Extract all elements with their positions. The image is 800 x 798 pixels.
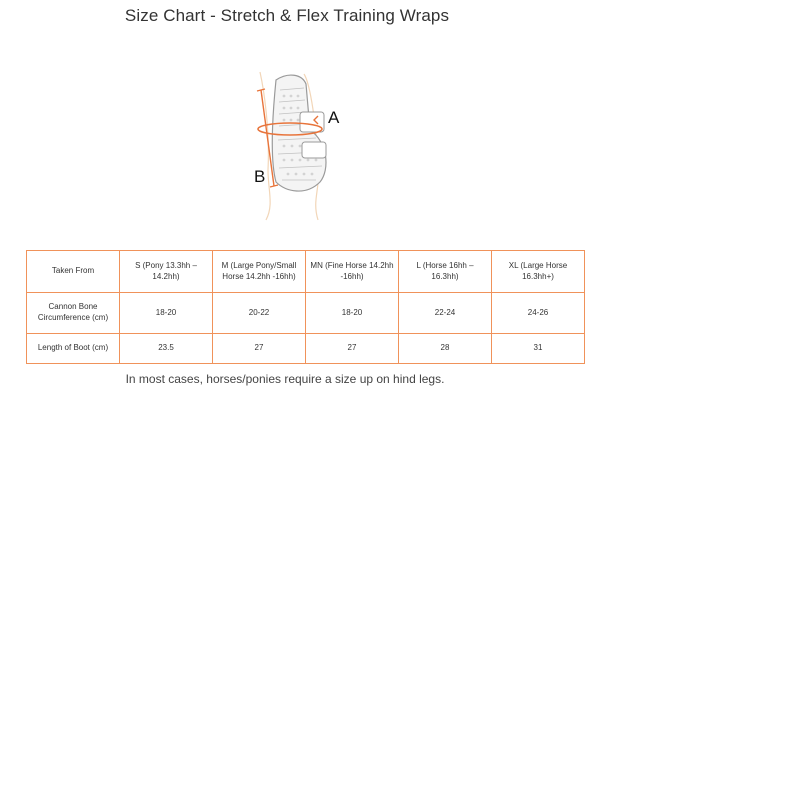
row-label-length-of-boot: Length of Boot (cm) <box>27 334 120 364</box>
table-cell: 27 <box>213 334 306 364</box>
table-cell: 20-22 <box>213 293 306 334</box>
header-cell-size-l: L (Horse 16hh – 16.3hh) <box>399 251 492 293</box>
measurement-b-cap-bottom <box>270 185 278 187</box>
size-note: In most cases, horses/ponies require a size up on hind legs. <box>125 372 445 386</box>
table-row <box>27 293 585 334</box>
table-cell: 31 <box>492 334 585 364</box>
table-cell: 18-20 <box>120 293 213 334</box>
row-label-cannon-bone: Cannon Bone Circumference (cm) <box>27 293 120 334</box>
header-cell-size-s: S (Pony 13.3hh – 14.2hh) <box>120 251 213 293</box>
table-cell: 24-26 <box>492 293 585 334</box>
header-cell-size-m: M (Large Pony/Small Horse 14.2hh -16hh) <box>213 251 306 293</box>
header-cell-size-xl: XL (Large Horse 16.3hh+) <box>492 251 585 293</box>
table-cell: 18-20 <box>306 293 399 334</box>
measurement-a-label: A <box>328 108 340 127</box>
table-cell: 28 <box>399 334 492 364</box>
header-cell-size-mn: MN (Fine Horse 14.2hh -16hh) <box>306 251 399 293</box>
table-header-row <box>27 251 585 293</box>
strap-lower <box>302 142 326 158</box>
table-cell: 27 <box>306 334 399 364</box>
page-title: Size Chart - Stretch & Flex Training Wraps <box>124 6 450 25</box>
table-cell: 22-24 <box>399 293 492 334</box>
strap-upper <box>300 112 324 132</box>
table-row <box>27 334 585 364</box>
boot-shape <box>272 75 326 191</box>
size-chart-table <box>26 250 585 364</box>
measurement-b-label: B <box>254 167 266 186</box>
header-cell-taken-from: Taken From <box>27 251 120 293</box>
table-cell: 23.5 <box>120 334 213 364</box>
boot-measurement-diagram <box>246 50 356 225</box>
